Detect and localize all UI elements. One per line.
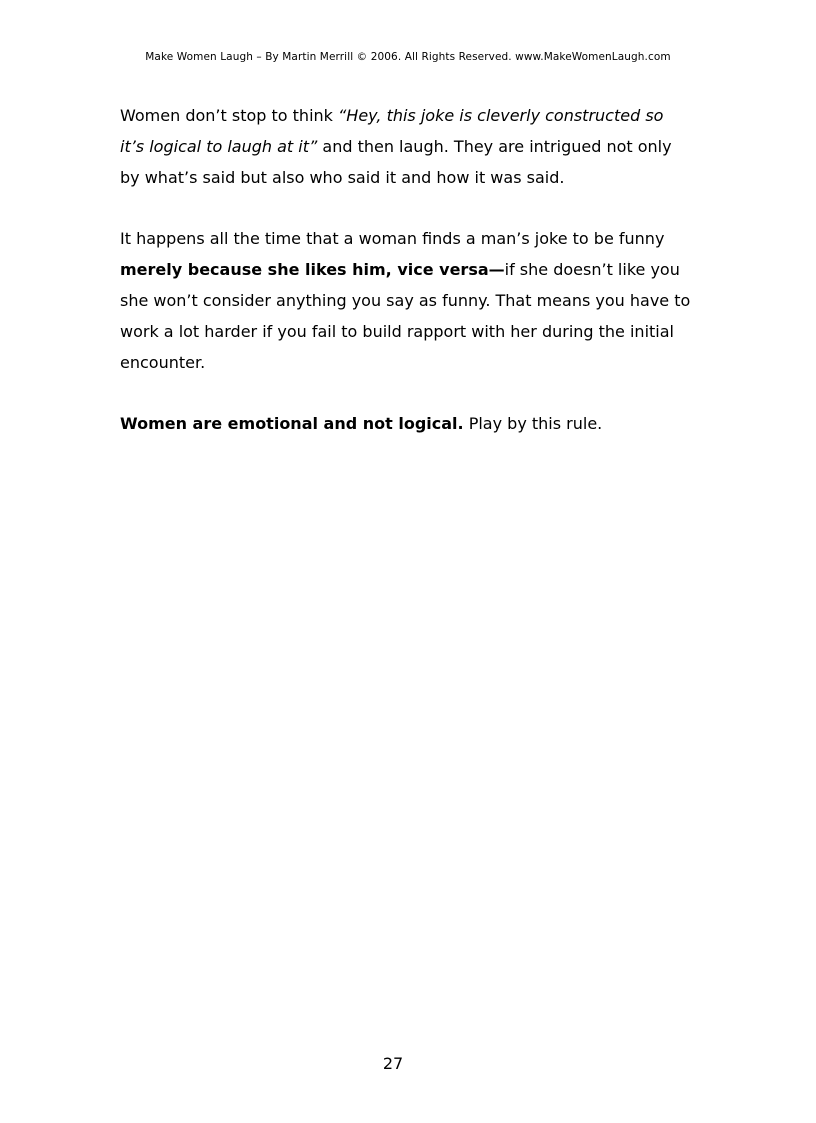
paragraph-2-line-1: It happens all the time that a woman finds a man’s joke to be funny [120, 229, 665, 248]
page-number: 27 [382, 1054, 404, 1073]
paragraph-2-line-5: encounter. [120, 353, 206, 372]
paragraph-2 [120, 223, 720, 378]
paragraph-1-text: Women don’t stop to think [120, 106, 338, 125]
paragraph-2-emphasis: merely because she likes him, vice versa— [120, 260, 505, 279]
paragraph-1-quote-end: it’s logical to laugh at it” [120, 137, 318, 156]
paragraph-2-line-3: she won’t consider anything you say as funny. That means you have to [120, 291, 691, 310]
paragraph-1-text: and then laugh. They are intrigued not only [317, 137, 672, 156]
paragraph-3-text: Play by this rule. [463, 414, 603, 433]
paragraph-2-text: if she doesn’t like you [504, 260, 680, 279]
paragraph-3-emphasis: Women are emotional and not logical. [120, 414, 464, 433]
page-header: Make Women Laugh – By Martin Merrill © 2006. All Rights Reserved. www.MakeWomenLaugh.com [145, 51, 671, 63]
paragraph-3-line-1 [120, 408, 720, 439]
paragraph-1-quote: “Hey, this joke is cleverly constructed so [338, 106, 664, 125]
paragraph-1-line-3: by what’s said but also who said it and how it was said. [120, 168, 565, 187]
paragraph-1 [120, 100, 720, 193]
paragraph-2-line-4: work a lot harder if you fail to build rapport with her during the initial [120, 322, 674, 341]
paragraph-1-line-2 [120, 131, 720, 162]
paragraph-1-line-1 [120, 100, 720, 131]
paragraph-3 [120, 408, 720, 439]
paragraph-2-line-2 [120, 254, 720, 285]
body-text [120, 100, 720, 469]
